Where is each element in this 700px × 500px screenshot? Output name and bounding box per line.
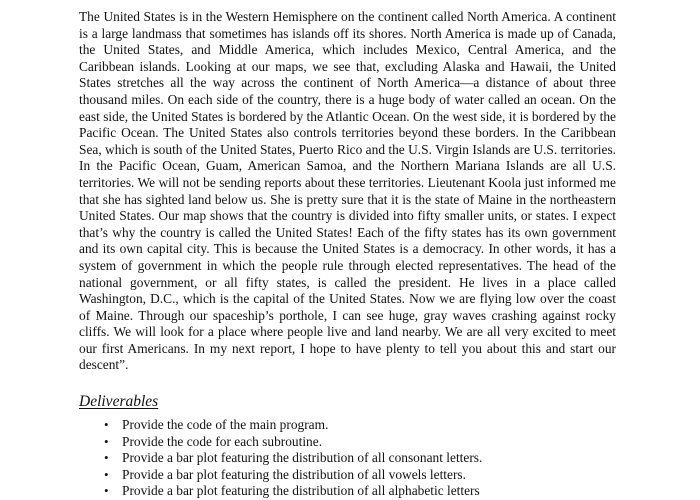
deliverables-heading: Deliverables (79, 393, 159, 411)
bullet-icon: • (104, 450, 109, 466)
list-item (79, 483, 616, 500)
list-item-text: Provide a bar plot featuring the distribution of all consonant letters. (122, 450, 483, 466)
bullet-icon: • (104, 466, 109, 482)
bullet-icon: • (104, 433, 109, 449)
bullet-icon: • (104, 483, 109, 499)
list-item-text: Provide the code for each subroutine. (122, 433, 323, 449)
list-item-text: Provide a bar plot featuring the distribution of all vowels letters. (122, 466, 466, 482)
bullet-icon: • (104, 417, 109, 433)
deliverables-list (79, 417, 616, 500)
list-item-text: Provide the code of the main program. (122, 417, 329, 433)
list-item-text: Provide a bar plot featuring the distribution of all alphabetic letters (122, 483, 480, 499)
list-item (79, 434, 616, 451)
body-paragraph: The United States is in the Western Hemisphere on the continent called North America. A continent is a large landmass that sometimes has islands off its shores. North America is made up of Canada, the United States, and Middle America, which includes Mexico, Central America, and the Caribbean islands. Looking at our maps, we see that, excluding Alaska and Hawaii, the United States stretches all the way across the continent of North America—a distance of about three thousand miles. On each side of the country, there is a huge body of water called an ocean. On the east side, the United States is bordered by the Atlantic Ocean. On the west side, it is bordered by the Pacific Ocean. The United States also controls territories beyond these borders. In the Caribbean Sea, which is south of the United States, Puerto Rico and the U.S. Virgin Islands are U.S. territories. In the Pacific Ocean, Guam, American Samoa, and the Northern Mariana Islands are all U.S. territories. We will not be sending reports about these territories. Lieutenant Koola just informed me that she has sighted land below us. She is pretty sure that it is the state of Maine in the northeastern United States. Our map shows that the country is divided into fifty smaller units, or states. I expect that’s why the country is called the United States! Each of the fifty states has its own government and its own capital city. This is because the United States is a democracy. In other words, it has a system of government in which the people rule through elected representatives. The head of the national government, or all fifty states, is called the president. He lives in a place called Washington, D.C., which is the capital of the United States. Now we are flying low over the coast of Maine. Through our spaceship’s porthole, I can see huge, gray waves crashing against rocky cliffs. We will look for a place where people live and land nearby. We are all very excited to meet our first Americans. In my next report, I hope to have plenty to tell you about this and start our descent”. (79, 9, 616, 373)
document-page (79, 9, 616, 500)
list-item (79, 450, 616, 467)
list-item (79, 467, 616, 484)
list-item (79, 417, 616, 434)
